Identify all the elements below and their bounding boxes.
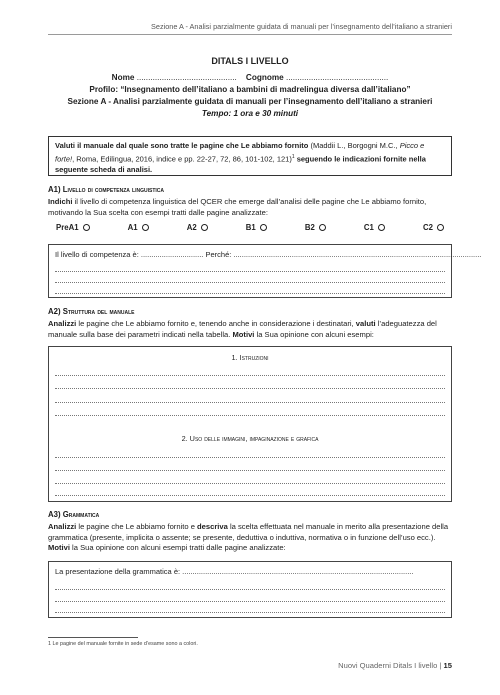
level-option[interactable]	[56, 223, 90, 232]
level-option[interactable]	[187, 223, 208, 232]
level-label: C1	[363, 223, 374, 232]
writing-line[interactable]	[55, 601, 445, 602]
level-option[interactable]	[128, 223, 149, 232]
intro-citation-b: , Roma, Edilingua, 2016, indice e pp. 22-27, 72, 86, 101-102, 121)	[72, 154, 292, 163]
a3-answer-box[interactable]	[48, 561, 452, 618]
radio-circle-icon[interactable]	[378, 224, 385, 231]
section-a3-text	[48, 522, 452, 554]
radio-circle-icon[interactable]	[142, 224, 149, 231]
level-label: B1	[245, 223, 256, 232]
a2-verb-2: valuti	[355, 319, 376, 328]
writing-line[interactable]	[55, 293, 445, 294]
footer-separator: |	[439, 661, 442, 670]
level-option[interactable]	[246, 223, 267, 232]
a2-body-2: l’adeguatezza del manuale sulla base dei parametri indicati nella tabella.	[48, 319, 437, 339]
section-a1-text	[48, 197, 452, 218]
a3-body-3: la Sua opinione con alcuni esempi tratti dalle pagine analizzate:	[69, 543, 286, 552]
level-label: PreA1	[56, 223, 79, 232]
a3-body-1: le pagine che Le abbiamo fornito e	[76, 522, 198, 531]
running-header: Sezione A - Analisi parzialmente guidata di manuali per l’insegnamento dell’italiano a stranieri	[151, 22, 452, 31]
radio-circle-icon[interactable]	[437, 224, 444, 231]
writing-line[interactable]	[55, 495, 445, 496]
writing-line[interactable]	[55, 271, 445, 272]
title-block	[40, 56, 460, 118]
level-option[interactable]	[423, 223, 444, 232]
a2-verb-1: Analizzi	[48, 319, 77, 328]
cognome-label: Cognome	[245, 73, 284, 82]
radio-circle-icon[interactable]	[260, 224, 267, 231]
intro-lead: Valuti il manuale dal quale sono tratte le pagine che Le abbiamo fornito	[55, 141, 309, 150]
a3-grammar-prompt: La presentazione della grammatica è: ...............................................................................................................	[55, 567, 414, 576]
nome-blank[interactable]: ............................................	[136, 73, 240, 82]
a2-body-3: la Sua opinione con alcuni esempi:	[254, 329, 374, 339]
a3-verb-2: descriva	[197, 522, 228, 531]
footnote: 1 Le pagine del manuale fornite in sede d’esame sono a colori.	[48, 641, 198, 647]
exam-title: DITALS I LIVELLO	[211, 56, 289, 66]
writing-line[interactable]	[55, 282, 445, 283]
a1-body: il livello di competenza linguistica del QCER che emerge dall’analisi delle pagine che Le abbiamo fornito, motivando la Sua scelta con esempi tratti dalle pagine analizzate:	[48, 197, 427, 217]
a2-item-immagini: 2. Uso delle immagini, impaginazione e grafica	[181, 434, 319, 443]
a3-verb-3: Motivi	[48, 543, 70, 552]
header-divider	[48, 34, 452, 35]
footnote-divider	[48, 637, 138, 638]
writing-line[interactable]	[55, 589, 445, 590]
a1-answer-box[interactable]	[48, 244, 482, 298]
instructions-box	[48, 136, 452, 176]
a2-answer-box[interactable]	[48, 346, 452, 502]
writing-line[interactable]	[55, 375, 445, 376]
a3-verb-1: Analizzi	[48, 522, 77, 531]
page-number: 15	[443, 661, 452, 670]
level-option[interactable]	[364, 223, 385, 232]
name-fields	[40, 73, 460, 82]
radio-circle-icon[interactable]	[201, 224, 208, 231]
radio-circle-icon[interactable]	[83, 224, 90, 231]
section-a3-heading: A3) Grammatica	[48, 510, 100, 519]
writing-line[interactable]	[55, 402, 445, 403]
a1-verb: Indichi	[48, 197, 73, 206]
a2-item-istruzioni: 1. Istruzioni	[231, 353, 269, 362]
nome-label: Nome	[111, 73, 135, 82]
writing-line[interactable]	[55, 457, 445, 458]
a1-answer-line	[55, 250, 481, 259]
profile-line: Profilo: “Insegnamento dell’italiano a bambini di madrelingua diversa dall’italiano”	[89, 85, 411, 94]
intro-tail: seguendo le indicazioni fornite nella seguente scheda di analisi.	[55, 154, 426, 174]
level-label: A1	[127, 223, 138, 232]
cognome-blank[interactable]: .............................................	[285, 73, 389, 82]
writing-line[interactable]	[55, 612, 445, 613]
section-a2-heading: A2) Struttura del manuale	[48, 307, 135, 316]
time-line: Tempo: 1 ora e 30 minuti	[201, 109, 299, 118]
publication-name: Nuovi Quaderni Ditals I livello	[338, 661, 438, 670]
a2-verb-3: Motivi	[232, 329, 255, 339]
footnote-ref: 1	[291, 153, 295, 160]
writing-line[interactable]	[55, 388, 445, 389]
level-option[interactable]	[305, 223, 326, 232]
intro-citation-a: (Maddii L., Borgogni M.C.,	[308, 141, 400, 150]
intro-citation-title: Picco e forte!	[55, 141, 425, 163]
a3-body-2: la scelta effettuata nel manuale in merito alla presentazione della grammatica (presente, implicita o assente; se presente, deduttiva o induttiva, normativa o in funzione dell’uso ecc.).	[48, 522, 449, 542]
a1-level-prompt: Il livello di competenza è: ..............................	[55, 250, 204, 259]
section-a1-heading: A1) Livello di competenza linguistica	[48, 185, 164, 194]
a2-body-1: le pagine che Le abbiamo fornito e, tenendo anche in considerazione i destinatari,	[76, 319, 356, 328]
section-a2-text	[48, 319, 452, 340]
page-footer	[338, 661, 452, 670]
level-label: C2	[422, 223, 433, 232]
writing-line[interactable]	[55, 415, 445, 416]
writing-line[interactable]	[55, 470, 445, 471]
level-options	[56, 223, 444, 232]
level-label: A2	[186, 223, 197, 232]
section-line: Sezione A - Analisi parzialmente guidata di manuali per l’insegnamento dell’italiano a stranieri	[67, 97, 433, 106]
radio-circle-icon[interactable]	[319, 224, 326, 231]
a1-perche-prompt: Perché: .......................................................................................................................	[205, 250, 482, 259]
level-label: B2	[304, 223, 315, 232]
writing-line[interactable]	[55, 483, 445, 484]
